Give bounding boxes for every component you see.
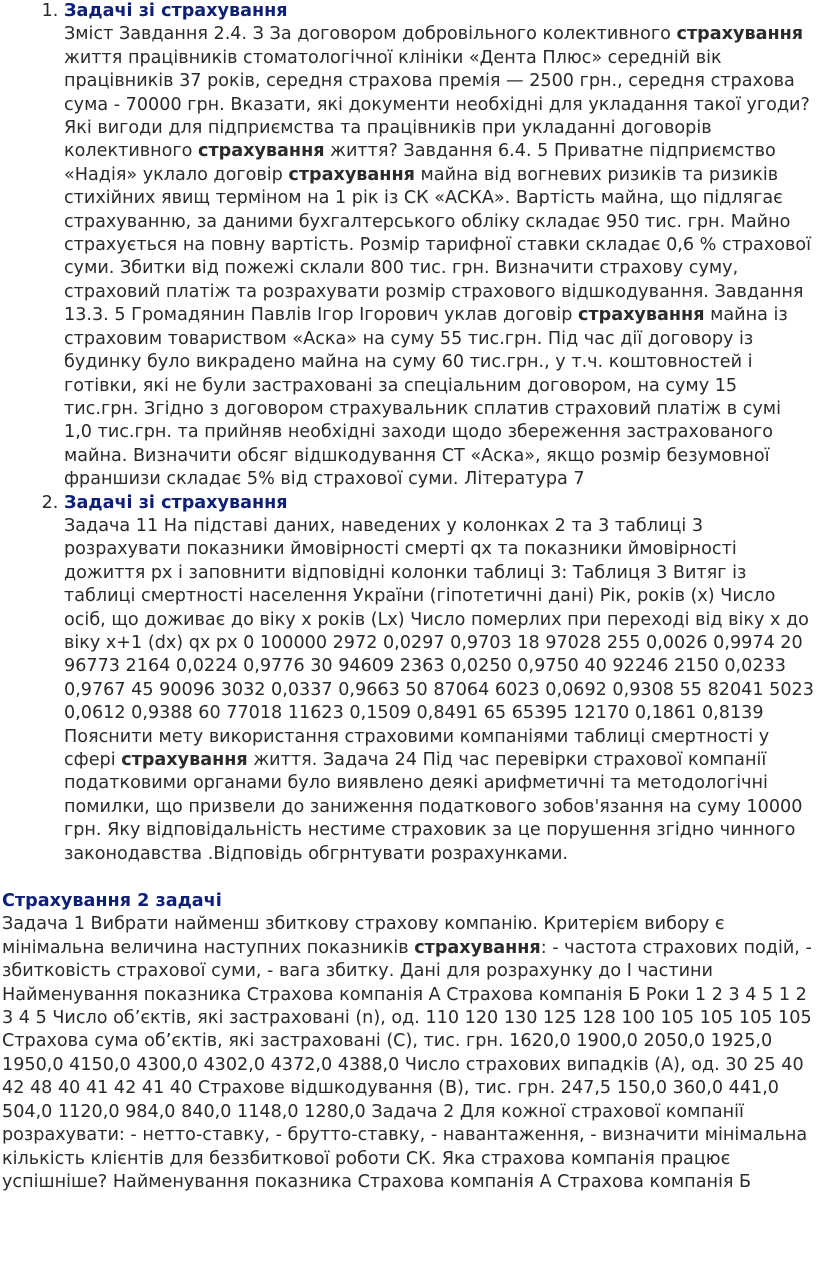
result-item: [64, 492, 814, 867]
highlighted-keyword: страхування: [577, 305, 705, 326]
snippet-text: майна від вогневих ризиків та ризиків стихійних явищ терміном на 1 рік із СК «АСКА». Вартість майна, що підлягає страхуванню, за даними бухгалтерського обліку складає 950 тис. грн. Майно страхується на повну вартість. Розмір тарифної ставки складає 0,6 % страхової суми. Збитки від пожежі склали 800 тис. грн. Визначити страхову суму, страховий платіж та розрахувати розмір страхового відшкодування. Завдання 13.3. 5 Громадянин Павлів Ігор Ігорович уклав договір: [64, 164, 812, 326]
snippet-text: життя? Завдання 6.4. 5 Приватне підприємство «Надія» уклало договір: [64, 141, 776, 185]
snippet-text: життя. Задача 24 Під час перевірки страхової компанії податковими органами було виявлено деякі арифметичні та методологічні помилки, що призвели до заниження податкового зобов'язання на суму 10000 грн. Яку відповідальність нестиме страховик за це порушення згідно чинного законодавства .Відповідь обгрнтувати розрахунками.: [64, 750, 803, 864]
result-item: [64, 0, 814, 492]
snippet-text: Задача 1 Вибрати найменш збиткову страхову компанію. Критерієм вибору є мінімальна величина наступних показників: [2, 914, 725, 958]
results-list: [2, 0, 814, 866]
snippet-text: життя працівників стоматологічної клініки «Дента Плюс» середній вік працівників 37 років, середня страхова премія — 2500 грн., середня страхова сума - 70000 грн. Вказати, які документи необхідні для укладання такої угоди? Які вигоди для підприємства та працівників при укладанні договорів колективного: [64, 47, 810, 162]
highlighted-keyword: страхування: [414, 937, 541, 958]
result-snippet: [64, 515, 814, 866]
section-block: [2, 890, 814, 1194]
highlighted-keyword: страхування: [676, 24, 804, 45]
result-title-link[interactable]: 1. Задачі зі страхування: [64, 1, 288, 21]
snippet-text: : - частота страхових подій, - збитковість страхової суми, - вага збитку. Дані для розрахунку до І частини Найменування показника Страхова компанія А Страхова компанія Б Роки 1 2 3 4 5 1 2 3 4 5 Число об’єктів, які застраховані (n), од. 110 120 130 125 128 100 105 105 105 105 Страхова сума об’єктів, які застраховані (С), тис. грн. 1620,0 1900,0 2050,0 1925,0 1950,0 4150,0 4300,0 4302,0 4372,0 4388,0 Число страхових випадків (А), од. 30 25 40 42 48 40 41 42 41 40 Страхове відшкодування (В), тис. грн. 247,5 150,0 360,0 441,0 504,0 1120,0 984,0 840,0 1148,0 1280,0 Задача 2 Для кожної страхової компанії розрахувати: - нетто-ставку, - брутто-ставку, - навантаження, - визначити мінімальна кількість клієнтів для беззбиткової роботи СК. Яка страхова компанія працює успішніше? Найменування показника Страхова компанія А Страхова компанія Б: [2, 937, 812, 1192]
highlighted-keyword: страхування: [198, 141, 325, 162]
snippet-text: Зміст Завдання 2.4. З За договором добровільного колективного: [64, 24, 677, 45]
snippet-text: майна із страховим товариством «Аска» на суму 55 тис.грн. Під час дії договору із будинку було викрадено майна на суму 60 тис.грн., у т.ч. коштовностей і готівки, які не були застраховані за спеціальним договором, на суму 15 тис.грн. Згідно з договором страхувальник сплатив страховий платіж в сумі 1,0 тис.грн. та прийняв необхідні заходи щодо збереження застрахованого майна. Визначити обсяг відшкодування СТ «Аска», якщо розмір безумовної франшизи складає 5% від страхової суми. Література 7: [64, 305, 788, 490]
highlighted-keyword: страхування: [121, 750, 248, 770]
section-title-link[interactable]: Страхування 2 задачі: [2, 891, 222, 912]
result-title-link[interactable]: 2. Задачі зі страхування: [64, 492, 288, 513]
snippet-text: Задача 11 На підставі даних, наведених у колонках 2 та 3 таблиці 3 розрахувати показники ймовірності смерті qх та показники ймовірності дожиття рх і заповнити відповідні колонки таблиці 3: Таблиця 3 Витяг із таблиці смертності населення України (гіпотетичні дані) Рік, років (х) Число осіб, що доживає до віку х років (Lx) Число померлих при переході від віку х до віку х+1 (dx) qх рх 0 100000 2972 0,0297 0,9703 18 97028 255 0,0026 0,9974 20 96773 2164 0,0224 0,9776 30 94609 2363 0,0250 0,9750 40 92246 2150 0,0233 0,9767 45 90096 3032 0,0337 0,9663 50 87064 6023 0,0692 0,9308 55 82041 5023 0,0612 0,9388 60 77018 11623 0,1509 0,8491 65 65395 12170 0,1861 0,8139 Пояснити мету використання страховими компаніями таблиці смертності у сфері: [64, 515, 814, 770]
section-snippet: [2, 913, 814, 1194]
highlighted-keyword: страхування: [288, 164, 415, 185]
result-snippet: [64, 23, 814, 491]
